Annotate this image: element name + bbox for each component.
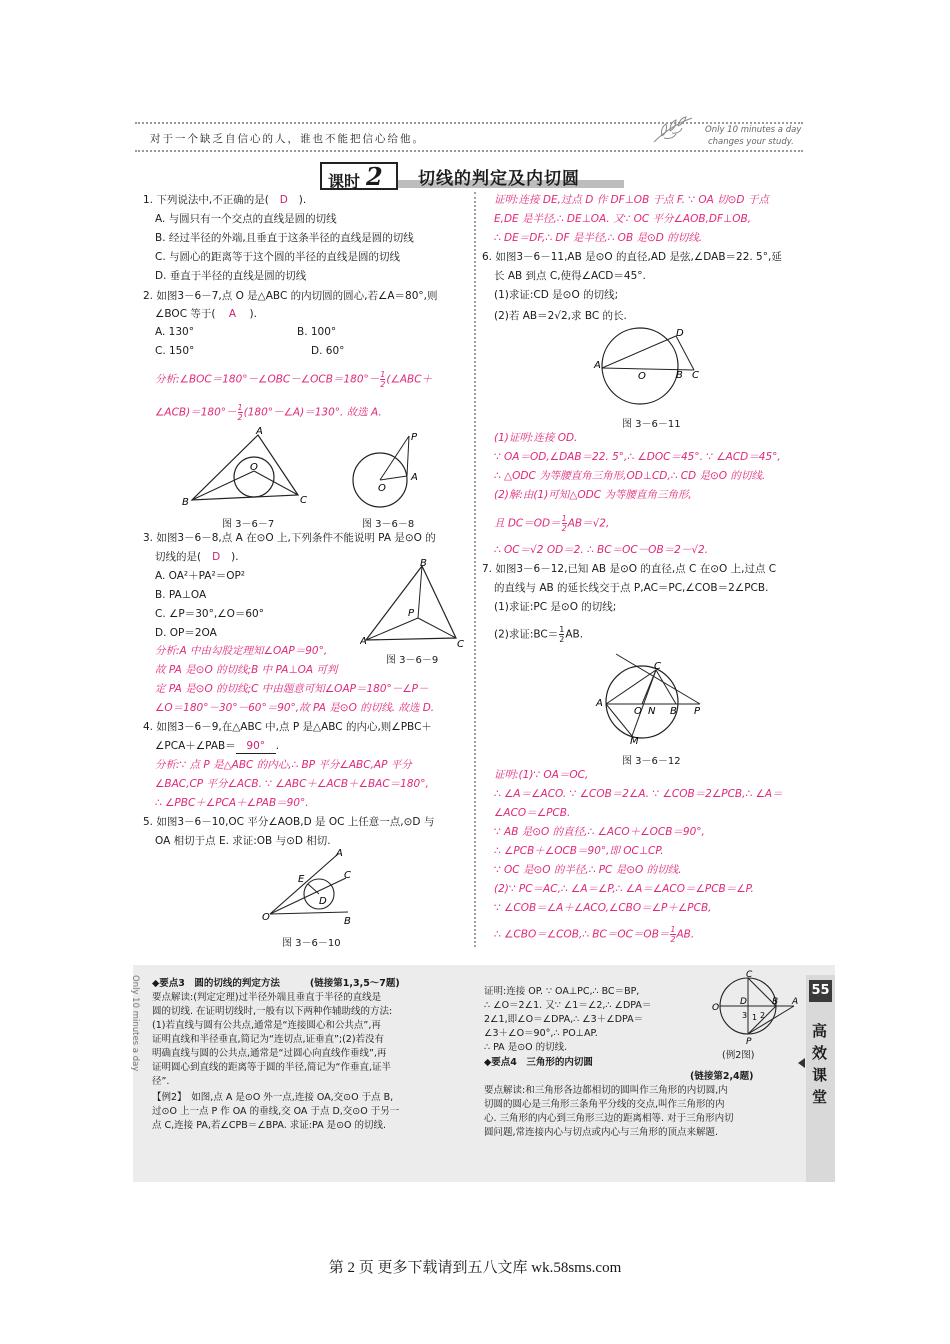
fig11-label-d: D — [676, 328, 684, 339]
q5-stem-2: OA 相切于点 E. 求证:OB 与⊙D 相切. — [155, 835, 331, 847]
header-english-2: changes your study. — [708, 137, 794, 147]
q6-solution-4: (2)解:由(1)可知△ODC 为等腰直角三角形, — [494, 489, 692, 501]
q3-stem-2: 切线的是( D ). — [155, 551, 239, 563]
q7-proof-4: ∵ AB 是⊙O 的直径,∴ ∠ACO＋∠OCB＝90°, — [494, 826, 705, 838]
ex2-label-o: O — [712, 1003, 720, 1013]
q3-analysis-3: 定 PA 是⊙O 的切线;C 中由题意可知∠OAP＝180°－∠P－ — [155, 683, 429, 695]
q2-option-c: C. 150° — [155, 345, 195, 357]
fig12-caption: 图 3－6－12 — [622, 756, 681, 767]
kp3-text-7: 径”. — [152, 1076, 170, 1087]
example2-caption: (例2图) — [722, 1050, 755, 1061]
q6-solution-2: ∵ OA＝OD,∠DAB＝22. 5°,∴ ∠DOC＝45°. ∵ ∠ACD＝45°, — [494, 451, 781, 463]
fig12-label-p: P — [694, 706, 701, 717]
fig11-caption: 图 3－6－11 — [622, 419, 681, 430]
q3-option-a: A. OA²＋PA²＝OP² — [155, 570, 246, 582]
q7-proof-3: ∠ACO＝∠PCB. — [494, 807, 571, 819]
q2-analysis-1: 分析:∠BOC＝180°－∠OBC－∠OCB＝180°－ $\frac{1}{2}$ (∠ABC＋ — [155, 370, 433, 389]
q1-option-b: B. 经过半径的外端,且垂直于这条半径的直线是圆的切线 — [155, 232, 414, 244]
fig11-label-o: O — [638, 371, 646, 382]
kp4-text-3: 心. 三角形的内心到三角形三边的距离相等. 对于三角形内切 — [484, 1113, 734, 1124]
example2-proof-2: ∴ ∠O＝2∠1. 又∵ ∠1＝∠2,∴ ∠DPA＝ — [484, 1000, 652, 1011]
q7-proof-1: 证明:(1)∵ OA＝OC, — [494, 769, 589, 781]
fig12-label-a: A — [596, 698, 603, 709]
q6-solution-1: (1)证明:连接 OD. — [494, 432, 578, 444]
header-motto: 对于一个缺乏自信心的人，谁也不能把信心给他。 — [150, 133, 425, 145]
fig12-label-m: M — [630, 736, 639, 745]
q7-proof-7: (2)∵ PC＝AC,∴ ∠A＝∠P,∴ ∠A＝∠ACO＝∠PCB＝∠P. — [494, 883, 754, 895]
q4-analysis-1: 分析:∵ 点 P 是△ABC 的内心,∴ BP 平分∠ABC,AP 平分 — [155, 759, 412, 771]
q6-solution-3: ∴ △ODC 为等腰直角三角形,OD⊥CD,∴ CD 是⊙O 的切线. — [494, 470, 766, 482]
ex2-label-p: P — [746, 1037, 752, 1047]
q1-answer: D — [279, 194, 288, 206]
kp3-text-6: 证明圆心到直线的距离等于圆的半径,简记为“作垂直,证半 — [152, 1062, 391, 1073]
fig10-label-b: B — [344, 916, 351, 927]
fig9-label-c: C — [457, 639, 464, 650]
q6-part-2: (2)若 AB＝2√2,求 BC 的长. — [494, 310, 627, 322]
ex2-label-2: 2 — [760, 1011, 766, 1020]
fig10-label-e: E — [298, 874, 305, 885]
example2-proof-4: ∠3＋∠O＝90°,∴ PO⊥AP. — [484, 1028, 598, 1039]
kp4-link: (链接第2,4题) — [690, 1071, 754, 1082]
figure-3-6-9 — [360, 558, 470, 653]
q7-part-1: (1)求证:PC 是⊙O 的切线; — [494, 601, 617, 613]
side-tab-char-2: 效 — [812, 1044, 828, 1062]
ex2-label-1: 1 — [752, 1013, 758, 1022]
fig8-label-a: A — [411, 472, 418, 483]
q7-proof-9: ∴ ∠CBO＝∠COB,∴ BC＝OC＝OB＝ $\frac{1}{2}$ AB. — [494, 925, 695, 944]
example2-proof-5: ∴ PA 是⊙O 的切线. — [484, 1042, 568, 1053]
q4-answer: 90° — [236, 739, 276, 754]
q7-proof-5: ∴ ∠PCB＋∠OCB＝90°,即 OC⊥CP. — [494, 845, 664, 857]
side-tab-char-4: 堂 — [812, 1088, 828, 1106]
fig11-label-b: B — [676, 370, 683, 381]
q6-stem-2: 长 AB 到点 C,使得∠ACD＝45°. — [494, 270, 646, 282]
fig7-label-c: C — [300, 495, 307, 506]
q1-stem: 1. 下列说法中,不正确的是( D ). — [143, 194, 307, 206]
q6-solution-6: ∴ OC＝√2 OD＝2. ∴ BC＝OC－OB＝2－√2. — [494, 544, 709, 556]
fig12-label-c: C — [654, 661, 661, 672]
kp3-heading: ◆要点3 圆的切线的判定方法 (链接第1,3,5～7题) — [152, 978, 400, 989]
side-tab-arrow-icon — [798, 1058, 805, 1068]
fig12-label-b: B — [670, 706, 677, 717]
q6-part-1: (1)求证:CD 是⊙O 的切线; — [494, 289, 619, 301]
q2-answer: A — [228, 308, 237, 320]
ex2-label-d: D — [740, 997, 747, 1007]
figure-3-6-12 — [594, 650, 714, 745]
figure-3-6-11 — [592, 326, 712, 411]
page-number: 55 — [809, 980, 832, 1002]
header-top-rule — [135, 122, 803, 124]
q5-proof-1: 证明:连接 DE,过点 D 作 DF⊥OB 于点 F. ∵ OA 切⊙D 于点 — [494, 194, 769, 206]
fig7-caption: 图 3－6－7 — [222, 519, 275, 530]
ex2-label-3: 3 — [742, 1011, 748, 1020]
q5-proof-3: ∴ DE＝DF,∴ DF 是半径,∴ OB 是⊙D 的切线. — [494, 232, 703, 244]
fig11-circle — [602, 328, 678, 404]
kp3-text-3: (1)若直线与圆有公共点,通常是“连接圆心和公共点”,再 — [152, 1020, 381, 1031]
lesson-title: 切线的判定及内切圆 — [418, 169, 580, 189]
column-divider — [474, 192, 476, 947]
q1-option-a: A. 与圆只有一个交点的直线是圆的切线 — [155, 213, 337, 225]
q7-proof-2: ∴ ∠A＝∠ACO. ∵ ∠COB＝2∠A. ∵ ∠COB＝2∠PCB,∴ ∠A＝ — [494, 788, 783, 800]
fig7-label-b: B — [182, 497, 189, 508]
kp3-text-5: 明确直线与圆的公共点,通常是“过圆心向直线作垂线”,再 — [152, 1048, 387, 1059]
lesson-label: 课时 — [328, 172, 361, 191]
q2-option-b: B. 100° — [297, 326, 337, 338]
kp4-text-2: 切圆的圆心是三角形三条角平分线的交点,叫作三角形的内 — [484, 1099, 725, 1110]
q3-analysis-4: ∠O＝180°－30°－60°＝90°,故 PA 是⊙O 的切线. 故选 D. — [155, 702, 435, 714]
q1-option-c: C. 与圆心的距离等于这个圆的半径的直线是圆的切线 — [155, 251, 401, 263]
q2-analysis-2: ∠ACB)＝180°－ $\frac{1}{2}$ (180°－∠A)＝130°. 故选 A. — [155, 403, 382, 422]
fig12-circle — [606, 666, 678, 738]
fig9-label-b: B — [420, 558, 427, 569]
q4-stem-2: ∠PCA＋∠PAB＝ 90° . — [155, 740, 280, 752]
lesson-badge — [320, 162, 398, 190]
figure-3-6-8 — [345, 428, 435, 513]
leaf-icon — [650, 114, 696, 148]
example2-proof-1: 证明:连接 OP. ∵ OA⊥PC,∴ BC＝BP, — [484, 986, 640, 997]
q4-stem-1: 4. 如图3－6－9,在△ABC 中,点 P 是△ABC 的内心,则∠PBC＋ — [143, 721, 432, 733]
fig12-label-o: O — [634, 706, 642, 717]
q7-part-2: (2)求证:BC＝ $\frac{1}{2}$ AB. — [494, 625, 584, 644]
ex2-label-c: C — [746, 970, 753, 980]
q2-stem-2: ∠BOC 等于( A ). — [155, 308, 257, 320]
q3-analysis-2: 故 PA 是⊙O 的切线;B 中 PA⊥OA 可判 — [155, 664, 338, 676]
kp3-text-2: 圆的切线. 在证明切线时,一般有以下两种作辅助线的方法: — [152, 1006, 393, 1017]
example2-text-3: 点 C,连接 PA,若∠CPB＝∠BPA. 求证:PA 是⊙O 的切线. — [152, 1120, 387, 1131]
figure-3-6-10 — [262, 848, 362, 928]
q3-answer: D — [212, 551, 221, 563]
fig8-label-p: P — [411, 432, 418, 443]
fig9-triangle — [366, 566, 456, 640]
q6-stem-1: 6. 如图3－6－11,AB 是⊙O 的直径,AD 是弦,∠DAB＝22. 5°,延 — [482, 251, 782, 263]
header-english-1: Only 10 minutes a day — [705, 125, 802, 135]
side-vertical-text: Only 10 minutes a day — [130, 975, 140, 1072]
example2-text-1: 【例2】 如图,点 A 是⊙O 外一点,连接 OA,交⊙O 于点 B, — [152, 1092, 394, 1103]
q5-proof-2: E,DE 是半径,∴ DE⊥OA. 又∵ OC 平分∠AOB,DF⊥OB, — [494, 213, 751, 225]
q4-analysis-2: ∠BAC,CP 平分∠ACB. ∵ ∠ABC＋∠ACB＋∠BAC＝180°, — [155, 778, 429, 790]
q3-analysis-1: 分析:A 中由勾股定理知∠OAP＝90°, — [155, 645, 328, 657]
kp4-heading: ◆要点4 三角形的内切圆 — [484, 1057, 593, 1068]
ex2-label-a: A — [792, 997, 799, 1007]
ex2-label-b: B — [772, 997, 779, 1007]
kp4-text-4: 圆问题,常连接内心与切点或内心与三角形的顶点来解题. — [484, 1127, 719, 1138]
footer-text: 第 2 页 更多下载请到五八文库 wk.58sms.com — [328, 1260, 622, 1276]
q3-stem-1: 3. 如图3－6－8,点 A 在⊙O 上,下列条件不能说明 PA 是⊙O 的 — [143, 532, 436, 544]
example2-figure — [712, 968, 802, 1048]
side-tab-char-1: 高 — [812, 1022, 828, 1040]
q7-stem-2: 的直线与 AB 的延长线交于点 P,AC＝PC,∠COB＝2∠PCB. — [494, 582, 769, 594]
q5-stem-1: 5. 如图3－6－10,OC 平分∠AOB,D 是 OC 上任意一点,⊙D 与 — [143, 816, 435, 828]
fig7-label-a: A — [256, 426, 263, 437]
example2-proof-3: 2∠1,即∠O＝∠DPA,∴ ∠3＋∠DPA＝ — [484, 1014, 644, 1025]
q3-option-c: C. ∠P＝30°,∠O＝60° — [155, 608, 264, 620]
fig8-label-o: O — [378, 483, 386, 494]
fig10-caption: 图 3－6－10 — [282, 938, 341, 949]
q3-option-d: D. OP＝2OA — [155, 627, 217, 639]
q6-solution-5: 且 DC＝OD＝ $\frac{1}{2}$ AB＝√2, — [494, 514, 610, 533]
q2-option-d: D. 60° — [311, 345, 345, 357]
q7-proof-8: ∵ ∠COB＝∠A＋∠ACO,∠CBO＝∠P＋∠PCB, — [494, 902, 712, 914]
side-tab-char-3: 课 — [812, 1066, 828, 1084]
fig7-label-o: O — [250, 462, 258, 473]
header-bottom-rule — [135, 150, 803, 152]
q4-analysis-3: ∴ ∠PBC＋∠PCA＋∠PAB＝90°. — [155, 797, 309, 809]
fig7-triangle — [192, 435, 298, 500]
kp4-text-1: 要点解读:和三角形各边都相切的圆叫作三角形的内切圆,内 — [484, 1085, 728, 1096]
fig10-label-a: A — [336, 848, 343, 859]
fig11-label-a: A — [594, 360, 601, 371]
fig9-caption: 图 3－6－9 — [386, 655, 439, 666]
fig10-label-d: D — [319, 896, 327, 907]
figure-3-6-7 — [180, 425, 310, 510]
fig9-label-a: A — [360, 636, 367, 647]
example2-text-2: 过⊙O 上一点 P 作 OA 的垂线,交 OA 于点 D,交⊙O 于另一 — [152, 1106, 400, 1117]
fig9-label-p: P — [408, 608, 415, 619]
q1-option-d: D. 垂直于半径的直线是圆的切线 — [155, 270, 307, 282]
kp3-text-1: 要点解读:(判定定理)过半径外端且垂直于半径的直线是 — [152, 992, 382, 1003]
fig11-label-c: C — [692, 370, 699, 381]
q7-stem-1: 7. 如图3－6－12,已知 AB 是⊙O 的直径,点 C 在⊙O 上,过点 C — [482, 563, 777, 575]
q2-option-a: A. 130° — [155, 326, 194, 338]
fig8-caption: 图 3－6－8 — [362, 519, 415, 530]
fig10-label-c: C — [344, 870, 351, 881]
kp3-text-4: 证明直线和半径垂直,简记为“连切点,证垂直”;(2)若没有 — [152, 1034, 385, 1045]
fig12-label-n: N — [648, 706, 656, 717]
lesson-number: 2 — [366, 162, 383, 191]
fig10-label-o: O — [262, 912, 270, 923]
q2-stem-1: 2. 如图3－6－7,点 O 是△ABC 的内切圆的圆心,若∠A＝80°,则 — [143, 290, 438, 302]
q3-option-b: B. PA⊥OA — [155, 589, 207, 601]
q7-proof-6: ∵ OC 是⊙O 的半径,∴ PC 是⊙O 的切线. — [494, 864, 682, 876]
